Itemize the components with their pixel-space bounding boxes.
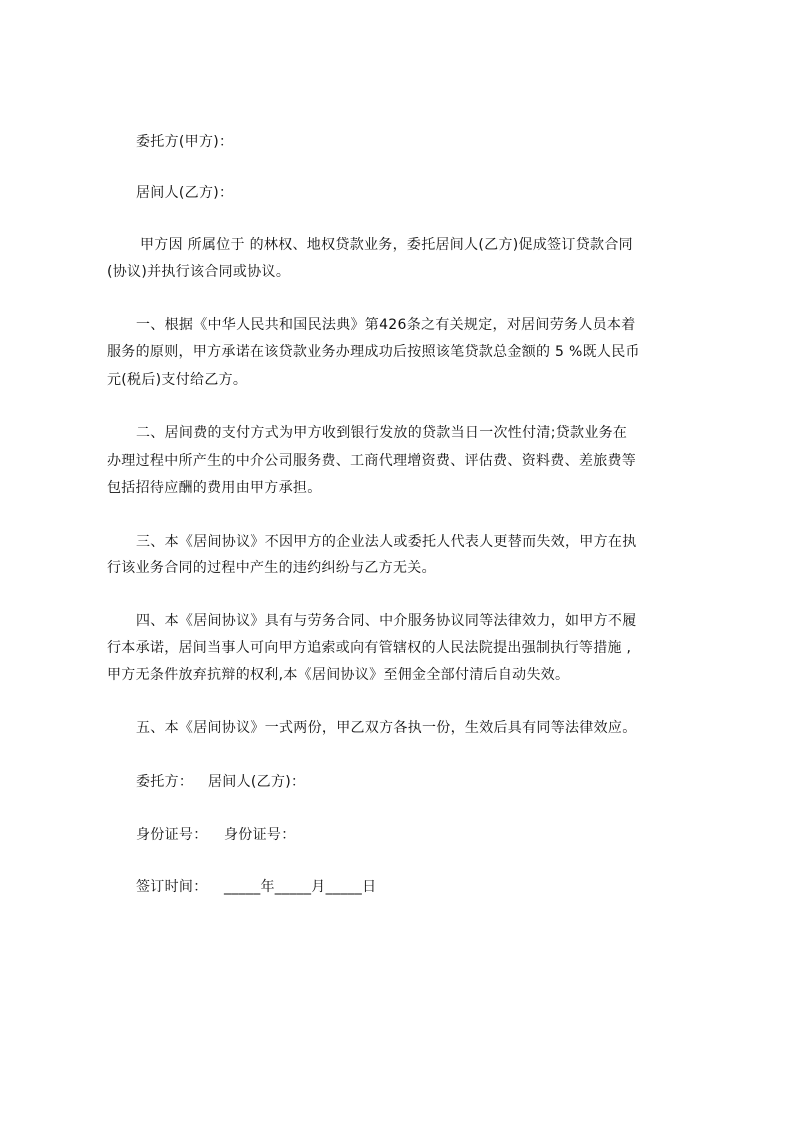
clause-4-line-1: 四、本《居间协议》具有与劳务合同、中介服务协议同等法律效力，如甲方不履 xyxy=(136,613,637,629)
broker-signature-label: 居间人(乙方)： xyxy=(208,774,306,790)
clause-2-line-3: 包括招待应酬的费用由甲方承担。 xyxy=(107,480,322,496)
clause-1-line-2: 服务的原则，甲方承诺在该贷款业务办理成功后按照该笔贷款总金额的 5 %既人民币 xyxy=(107,344,640,360)
broker-label: 居间人(乙方)： xyxy=(136,185,234,201)
principal-signature-label: 委托方： xyxy=(136,774,194,790)
clause-1-line-1: 一、根据《中华人民共和国民法典》第426条之有关规定，对居间劳务人员本着 xyxy=(136,317,636,333)
id-number-label-b: 身份证号： xyxy=(224,827,296,843)
clause-4-line-2: 行本承诺，居间当事人可向甲方追索或向有管辖权的人民法院提出强制执行等措施 , xyxy=(107,640,632,656)
clause-3-line-2: 行该业务合同的过程中产生的违约纠纷与乙方无关。 xyxy=(107,560,436,576)
clause-1-line-3: 元(税后)支付给乙方。 xyxy=(107,372,248,388)
clause-2-line-2: 办理过程中所产生的中介公司服务费、工商代理增资费、评估费、资料费、差旅费等 xyxy=(107,453,637,469)
signing-date-label: 签订时间： xyxy=(136,879,208,895)
party-a-label: 委托方(甲方)： xyxy=(136,134,234,150)
intro-line-1: 甲方因 所属位于 的林权、地权贷款业务，委托居间人(乙方)促成签订贷款合同 xyxy=(140,237,633,253)
clause-4-line-3: 甲方无条件放弃抗辩的权利,本《居间协议》至佣金全部付清后自动失效。 xyxy=(107,667,570,683)
clause-5-line-1: 五、本《居间协议》一式两份，甲乙双方各执一份，生效后具有同等法律效应。 xyxy=(136,720,637,736)
clause-3-line-1: 三、本《居间协议》不因甲方的企业法人或委托人代表人更替而失效，甲方在执 xyxy=(136,534,637,550)
clause-2-line-1: 二、居间费的支付方式为甲方收到银行发放的贷款当日一次性付清;贷款业务在 xyxy=(136,425,628,441)
intro-line-2: (协议)并执行该合同或协议。 xyxy=(107,264,291,280)
signing-date-blanks: _____年_____月_____日 xyxy=(224,879,377,895)
id-number-label-a: 身份证号： xyxy=(136,827,208,843)
